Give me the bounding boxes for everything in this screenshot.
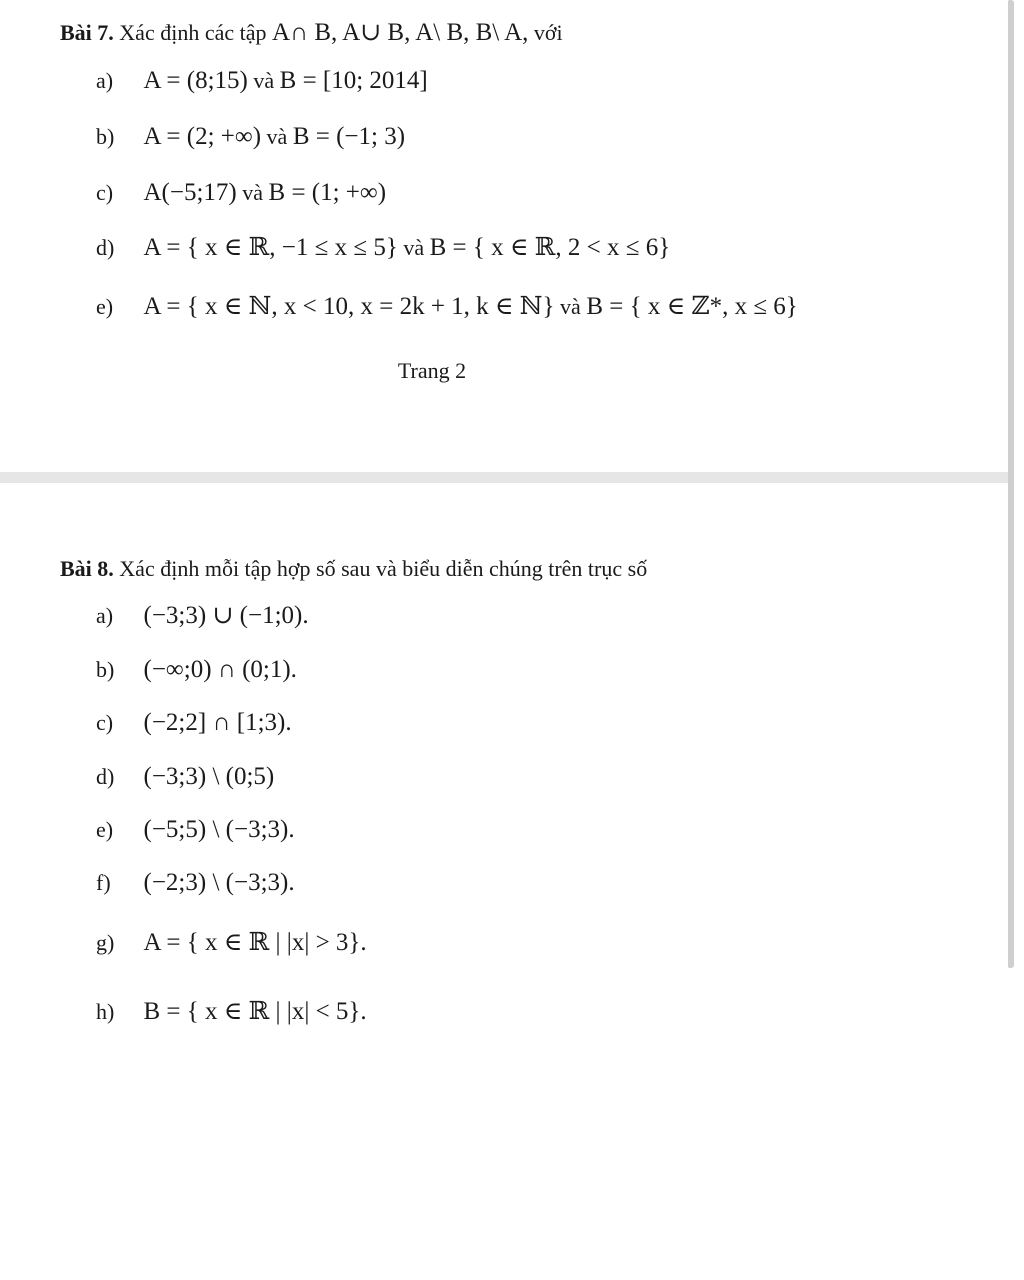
- scrollbar-thumb[interactable]: [1007, 0, 1014, 968]
- set-expression: (−5;5) \ (−3;3).: [143, 816, 295, 843]
- item-label: d): [96, 764, 115, 789]
- item-label: f): [96, 870, 111, 895]
- bai7-item-b: [96, 124, 405, 149]
- bai8-text: Xác định mỗi tập hợp số sau và biểu diễn chúng trên trục số: [119, 556, 648, 581]
- set-expression: B = { x ∈ ℝ | |x| < 5}.: [143, 998, 367, 1025]
- conjunction: và: [266, 124, 288, 149]
- item-label: b): [96, 124, 115, 149]
- document-page-1: [0, 0, 1008, 472]
- set-a-expression: A(−5;17): [143, 179, 237, 206]
- set-a-expression: A = (8;15): [143, 67, 248, 94]
- set-b-expression: B = { x ∈ ℤ*, x ≤ 6}: [586, 293, 798, 320]
- item-label: g): [96, 930, 115, 955]
- set-b-expression: B = [10; 2014]: [279, 67, 428, 94]
- item-label: h): [96, 999, 115, 1024]
- bai8-label: Bài 8.: [60, 556, 114, 581]
- bai7-suffix: với: [533, 20, 563, 45]
- bai7-heading: [60, 20, 563, 45]
- item-label: a): [96, 603, 114, 628]
- bai8-item-h: [96, 999, 367, 1024]
- bai7-text: Xác định các tập: [119, 20, 267, 45]
- bai8-item-a: [96, 603, 309, 628]
- bai7-label: Bài 7.: [60, 20, 114, 45]
- bai7-sets-expression: A∩ B, A∪ B, A\ B, B\ A,: [272, 19, 529, 46]
- bai8-heading: [60, 558, 647, 580]
- conjunction: và: [242, 180, 264, 205]
- item-label: d): [96, 235, 115, 260]
- set-expression: (−2;2] ∩ [1;3).: [143, 709, 292, 736]
- bai8-item-g: [96, 930, 367, 955]
- set-a-expression: A = { x ∈ ℕ, x < 10, x = 2k + 1, k ∈ ℕ}: [143, 293, 555, 320]
- item-label: c): [96, 710, 114, 735]
- item-label: b): [96, 657, 115, 682]
- bai7-item-d: [96, 235, 670, 260]
- item-label: e): [96, 817, 114, 842]
- bai8-item-f: [96, 870, 295, 895]
- page-separator: [0, 472, 1008, 483]
- set-expression: (−3;3) ∪ (−1;0).: [143, 602, 309, 629]
- bai8-item-c: [96, 710, 292, 735]
- set-expression: (−2;3) \ (−3;3).: [143, 869, 295, 896]
- document-page-2: [0, 483, 1008, 1280]
- set-expression: (−∞;0) ∩ (0;1).: [143, 656, 297, 683]
- set-expression: (−3;3) \ (0;5): [143, 763, 275, 790]
- set-a-expression: A = { x ∈ ℝ, −1 ≤ x ≤ 5}: [143, 234, 398, 261]
- item-label: e): [96, 294, 114, 319]
- set-b-expression: B = (−1; 3): [292, 123, 406, 150]
- bai7-item-c: [96, 180, 386, 205]
- conjunction: và: [253, 68, 275, 93]
- conjunction: và: [560, 294, 581, 319]
- conjunction: và: [403, 235, 425, 260]
- item-label: a): [96, 68, 114, 93]
- set-b-expression: B = (1; +∞): [268, 179, 387, 206]
- set-b-expression: B = { x ∈ ℝ, 2 < x ≤ 6}: [429, 234, 671, 261]
- page-footer: Trang 2: [397, 358, 467, 383]
- set-a-expression: A = (2; +∞): [143, 123, 262, 150]
- bai8-item-d: [96, 764, 274, 789]
- bai8-item-b: [96, 657, 297, 682]
- bai8-item-e: [96, 817, 295, 842]
- item-label: c): [96, 180, 114, 205]
- bai7-item-e: [96, 294, 798, 319]
- bai7-item-a: [96, 68, 428, 93]
- set-expression: A = { x ∈ ℝ | |x| > 3}.: [143, 929, 367, 956]
